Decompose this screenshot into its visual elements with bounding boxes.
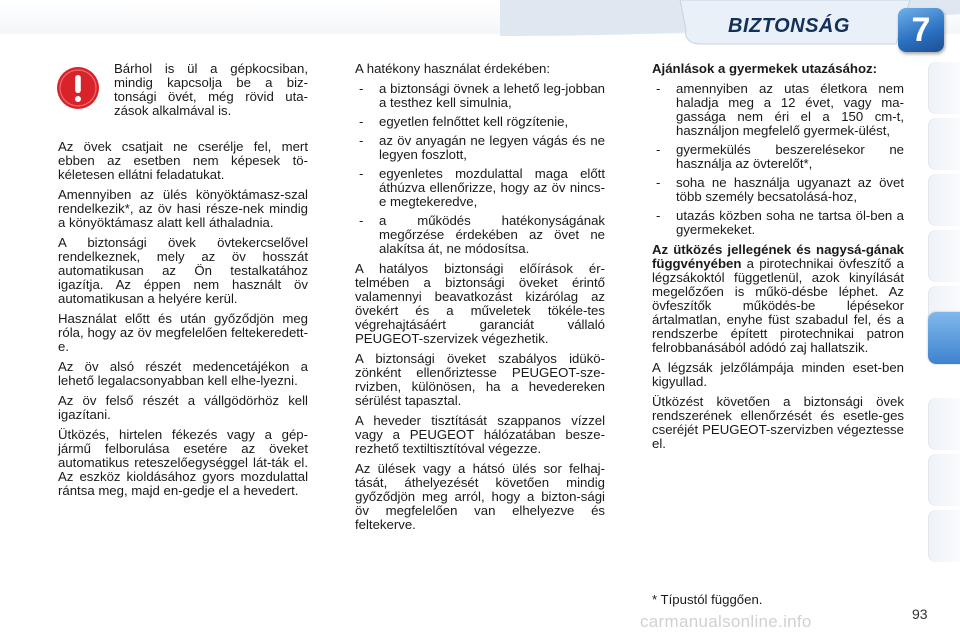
- list-item: - a működés hatékonyságának megőrzése érdekében az övet ne alakítsa át, ne módosítsa.: [355, 214, 605, 256]
- chapter-side-tabs: [928, 62, 960, 582]
- side-tab[interactable]: [928, 398, 960, 450]
- footnote: * Típustól függően.: [652, 592, 763, 607]
- side-tab[interactable]: [928, 230, 960, 282]
- list-item: - soha ne használja ugyanazt az övet több személy becsatolásá-hoz,: [652, 176, 904, 204]
- list-item: - amennyiben az utas életkora nem haladja meg a 12 évet, vagy ma-gassága nem éri el a 150 cm-t, használjon megfelelő gyermek-ülést,: [652, 82, 904, 138]
- paragraph: Az öv felső részét a vállgödörhöz kell igazítani.: [58, 393, 308, 422]
- paragraph: Használat előtt és után győződjön meg róla, hogy az öv megfelelően feltekeredett-e.: [58, 311, 308, 354]
- paragraph: A heveder tisztítását szappanos vízzel vagy a PEUGEOT hálózatában besze-rezhető textiltisztítóval végezze.: [355, 413, 605, 456]
- paragraph: A biztonsági öveket szabályos idükö-zönként ellenőriztesse PEUGEOT-sze-rvizben, különösen, ha a hevedereken sérülést tapasztal.: [355, 351, 605, 408]
- side-tab[interactable]: [928, 510, 960, 562]
- pretensioner-text: a pirotechnikai övfeszítő a légzsákoktól függetlenül, azok kinyílását megelőzően is műkö-désbe léphet. Az övfeszítők működés-be lépésekor ártalmatlan, enyhe füst szabadul fel, és a rendszerbe épített pirotechnikai patron felrobbanásából adódó zaj hallatszik.: [652, 256, 904, 355]
- section-heading: Ajánlások a gyermekek utazásához:: [652, 61, 878, 76]
- side-tab[interactable]: [928, 62, 960, 114]
- paragraph: Ütközést követően a biztonsági övek rendszerének ellenőrzését és esetle-ges cseréjét PEUGEOT-szervizben végeztesse el.: [652, 394, 904, 451]
- list-item: - egyetlen felnőttet kell rögzítenie,: [355, 115, 605, 129]
- pretensioner-paragraph: [652, 243, 904, 355]
- side-tab[interactable]: [928, 454, 960, 506]
- side-tab[interactable]: [928, 118, 960, 170]
- paragraph: A hatályos biztonsági előírások ér-telmében a biztonsági öveket érintő valamennyi beavatkozást kizárólag az övekért és a műveletek tökéle-tes végrehajtásáért garanciát vállaló PEUGEOT-szervizek végezhetik.: [355, 261, 605, 346]
- page-number: 93: [912, 606, 928, 622]
- chapter-title: BIZTONSÁG: [728, 15, 850, 37]
- list-item: - a biztonsági övnek a lehető leg-jobban a testhez kell simulnia,: [355, 82, 605, 110]
- paragraph: Az ülések vagy a hátsó ülés sor felhaj-tását, áthelyezését követően mindig győződjön meg arról, hogy a bizton-sági öv megfelelően van elhelyezve és feltekerve.: [355, 461, 605, 532]
- paragraph: Az övek csatjait ne cserélje fel, mert ebben az esetben nem képesek tö-kéletesen ellátni feladatukat.: [58, 139, 308, 182]
- paragraph: Ütközés, hirtelen fékezés vagy a gép-jármű felborulása esetére az öveket automatikus reteszelőegységgel lát-ták el. Az eszköz kioldásához gyors mozdulattal rántsa meg, majd en-gedje el a hevedert.: [58, 427, 308, 498]
- list-item: - utazás közben soha ne tartsa öl-ben a gyermekeket.: [652, 209, 904, 237]
- list-item: - az öv anyagán ne legyen vágás és ne legyen foszlott,: [355, 134, 605, 162]
- column-left: [58, 62, 308, 504]
- paragraph: A biztonsági övek övtekercselővel rendelkeznek, mely az öv hosszát automatikusan az Ön testalkatához igazítja. Az éppen nem használt öv automatikusan a helyére kerül.: [58, 235, 308, 306]
- column-right: [652, 62, 904, 457]
- usage-list: [355, 82, 605, 256]
- paragraph: A légzsák jelzőlámpája minden eset-ben kigyullad.: [652, 360, 904, 389]
- column-middle: [355, 62, 605, 538]
- paragraph: Az öv alsó részét medencetájékon a lehető legalacsonyabban kell elhe-lyezni.: [58, 359, 308, 388]
- pretensioner-heading: Az ütközés jellegének és nagysá-gának függvényében: [652, 242, 904, 271]
- child-list: [652, 82, 904, 237]
- watermark: carmanualsonline.info: [640, 612, 812, 631]
- chapter-number-badge: 7: [898, 8, 944, 52]
- side-tab-active[interactable]: [928, 312, 960, 364]
- list-item: - egyenletes mozdulattal maga előtt áthúzva ellenőrizze, hogy az öv nincs-e megtekeredve,: [355, 167, 605, 209]
- warning-text: Bárhol is ül a gépkocsiban, mindig kapcsolja be a biz-tonsági övét, még rövid uta-zások alkalmával is.: [114, 61, 308, 118]
- list-item: - gyermekülés beszerelésekor ne használja az övterelőt*,: [652, 143, 904, 171]
- list-lead: A hatékony használat érdekében:: [355, 61, 551, 76]
- side-tab[interactable]: [928, 174, 960, 226]
- paragraph: Amennyiben az ülés könyöktámasz-szal rendelkezik*, az öv hasi része-nek mindig a könyöktámasz alatt kell áthaladnia.: [58, 187, 308, 230]
